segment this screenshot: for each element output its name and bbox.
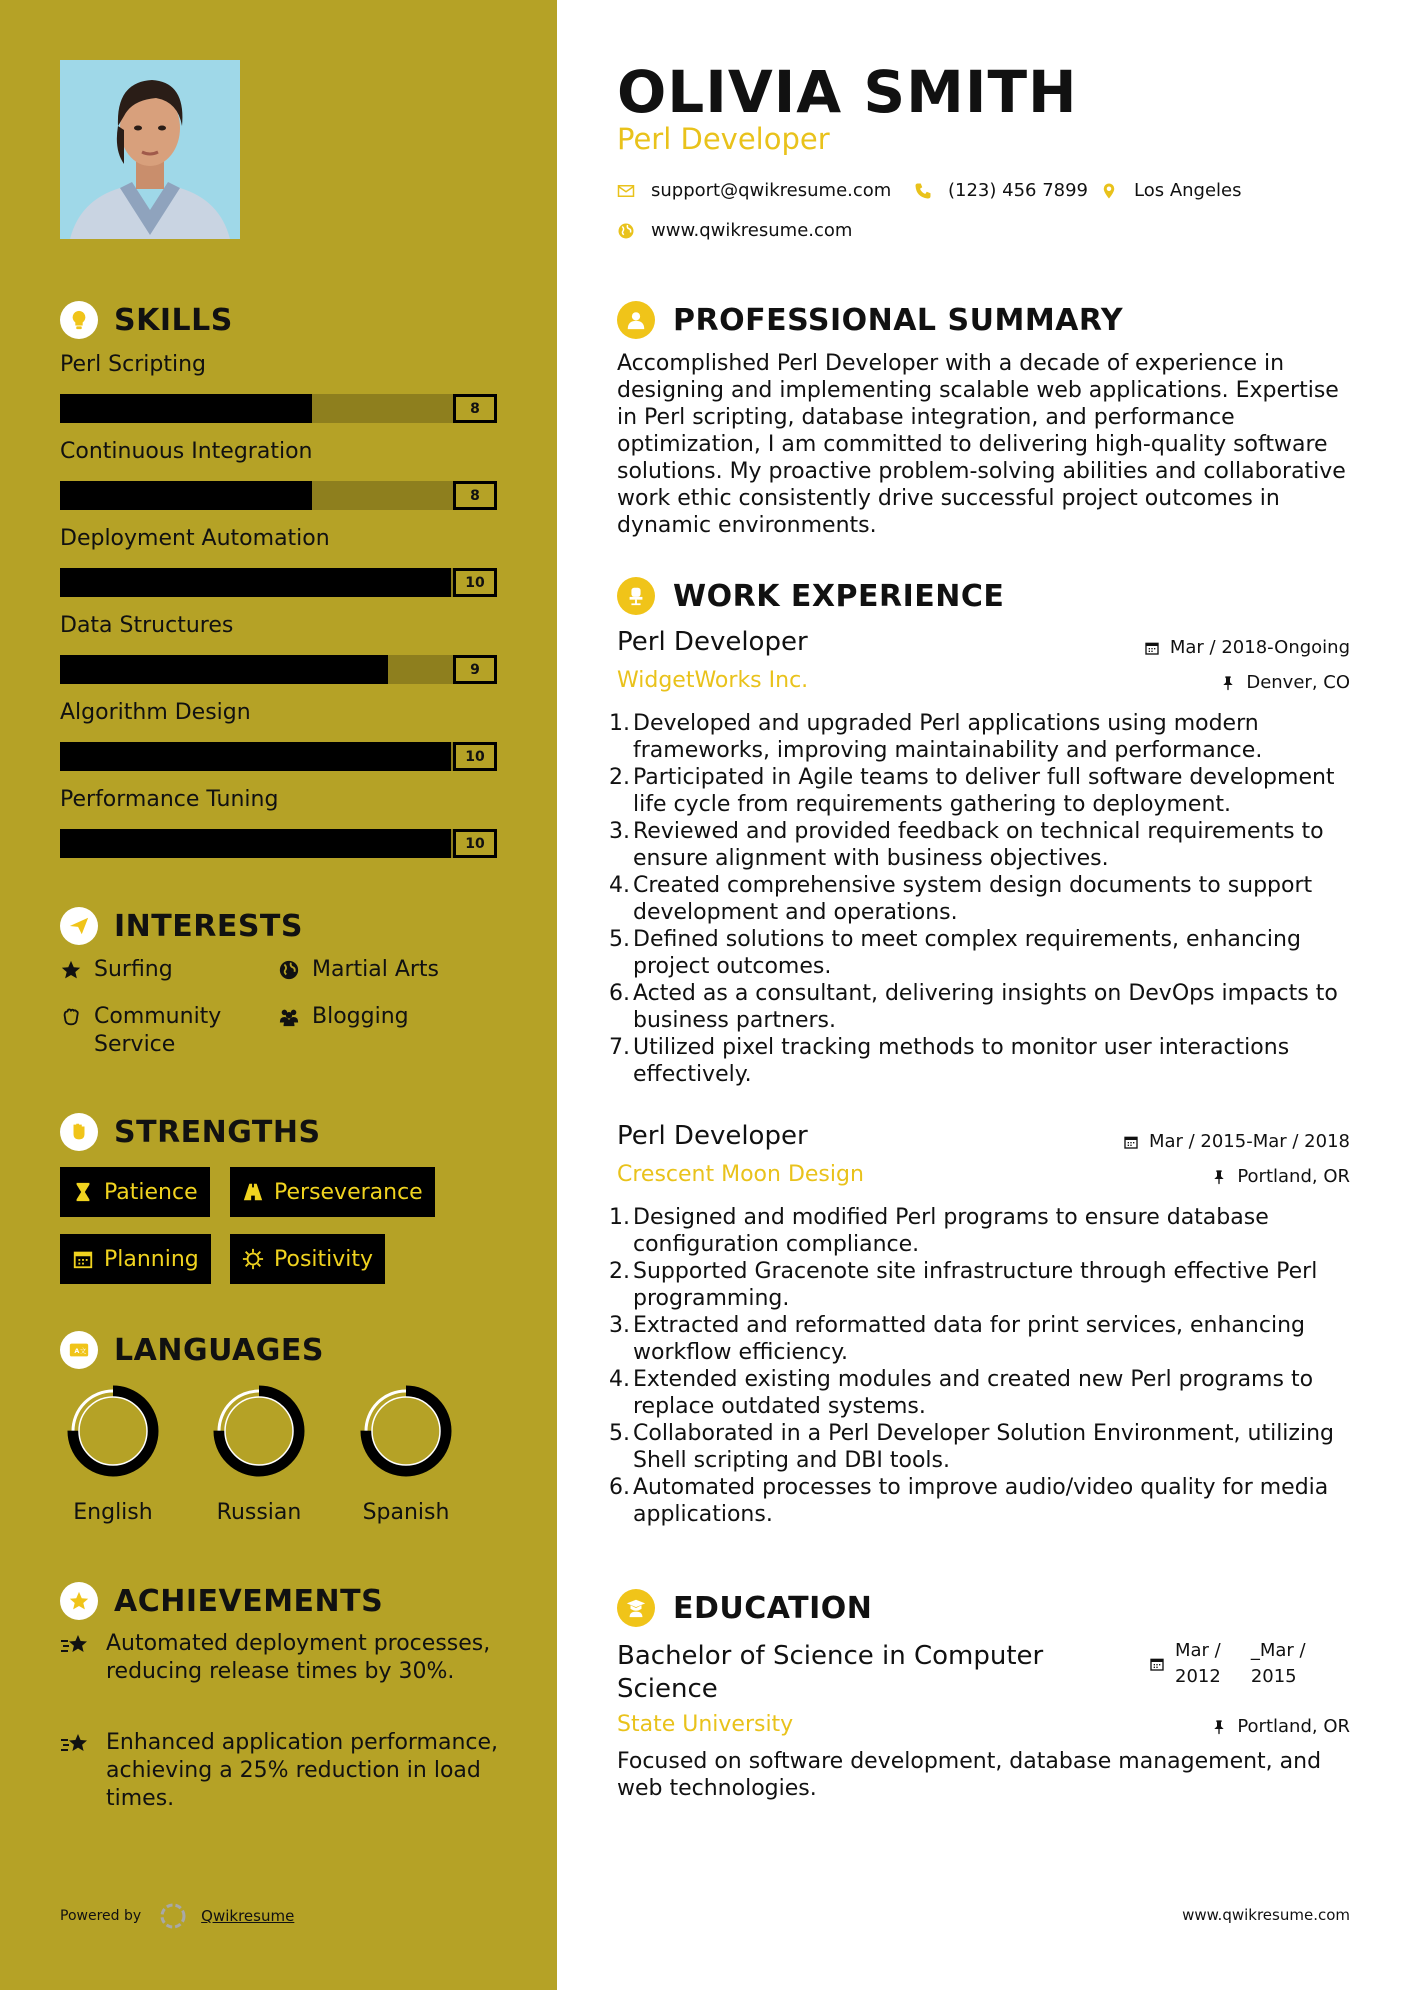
achievement-item (60, 1630, 500, 1686)
calendar-icon (1123, 1134, 1139, 1150)
job-2-location (1211, 1166, 1350, 1187)
summary-title: PROFESSIONAL SUMMARY (673, 302, 1124, 338)
map-pin-icon (1100, 182, 1118, 200)
skill-value: 8 (453, 481, 497, 510)
education-location (1211, 1716, 1350, 1737)
contact-location (1100, 180, 1242, 201)
globe-icon (278, 959, 300, 981)
email-text: support@qwikresume.com (651, 180, 892, 201)
skill-bar (60, 829, 497, 858)
experience-heading (617, 577, 1004, 615)
bullet-number: 3. (609, 819, 630, 844)
skill-bar-fill (60, 829, 451, 858)
skill-item (60, 613, 497, 684)
skill-bar (60, 742, 497, 771)
language-item (63, 1384, 163, 1525)
user-icon (617, 301, 655, 339)
graduate-icon (617, 1589, 655, 1627)
powered-by (60, 1902, 294, 1930)
bullet-item (609, 980, 1357, 1034)
skill-bar-fill (60, 481, 312, 510)
bullet-text: Developed and upgraded Perl applications using modern frameworks, improving maintainability and performance. (633, 711, 1263, 763)
job-1-dates (1144, 637, 1350, 658)
paper-plane-icon (60, 907, 98, 945)
language-card-icon (60, 1331, 98, 1369)
skill-value: 9 (453, 655, 497, 684)
degree-line-1: Bachelor of Science in Computer (617, 1641, 1044, 1671)
interest-label: Surfing (94, 957, 173, 982)
bullet-item (609, 872, 1357, 926)
qwikresume-logo-icon (159, 1902, 187, 1930)
footer-website[interactable]: www.qwikresume.com (1182, 1906, 1350, 1924)
school-name: State University (617, 1712, 794, 1737)
job-2-title: Perl Developer (617, 1121, 808, 1151)
briefcase-chair-icon (617, 577, 655, 615)
location-text: Los Angeles (1134, 180, 1242, 201)
skill-bar-fill (60, 655, 388, 684)
achievement-item (60, 1729, 500, 1813)
bullet-number: 4. (609, 873, 630, 898)
summary-heading (617, 301, 1123, 339)
skill-label: Performance Tuning (60, 787, 279, 812)
skill-item (60, 787, 497, 858)
skill-value: 10 (453, 568, 497, 597)
skill-item (60, 352, 497, 423)
strengths-title: STRENGTHS (114, 1114, 321, 1150)
summary-text: Accomplished Perl Developer with a decade of experience in designing and implementing scalable web applications. Expertise in Perl scripting, database integration, and performance optimization, I am committed to delivering high-quality software solutions. My proactive problem-solving abilities and collaborative work ethic consistently drive successful project outcomes in dynamic environments. (617, 351, 1346, 538)
skill-label: Continuous Integration (60, 439, 313, 464)
education-description: Focused on software development, database management, and web technologies. (617, 1749, 1322, 1801)
sidebar (0, 0, 557, 1990)
education-heading (617, 1589, 872, 1627)
lightbulb-icon (60, 301, 98, 339)
svg-text:A: A (74, 1346, 80, 1355)
strength-label: Positivity (274, 1246, 374, 1272)
shooting-star-icon (60, 1731, 90, 1757)
pushpin-icon (1211, 1719, 1227, 1735)
phone-icon (914, 182, 932, 200)
language-label: English (73, 1500, 153, 1525)
calendar-icon (1144, 640, 1160, 656)
language-ring (212, 1384, 306, 1478)
bullet-text: Extracted and reformatted data for print services, enhancing workflow efficiency. (633, 1313, 1305, 1365)
skill-label: Perl Scripting (60, 352, 206, 377)
bullet-text: Acted as a consultant, delivering insights on DevOps impacts to business partners. (633, 981, 1338, 1033)
bullet-item (609, 818, 1357, 872)
candidate-title: Perl Developer (617, 122, 830, 156)
skill-bar-fill (60, 568, 451, 597)
bullet-item (609, 1420, 1357, 1474)
bullet-text: Defined solutions to meet complex requirements, enhancing project outcomes. (633, 927, 1301, 979)
job-2-location-text: Portland, OR (1237, 1166, 1350, 1187)
language-ring (66, 1384, 160, 1478)
bullet-number: 2. (609, 1259, 630, 1284)
bullet-number: 1. (609, 711, 630, 736)
contact-phone[interactable] (914, 180, 1088, 201)
skill-value: 8 (453, 394, 497, 423)
job-2-bullets (609, 1204, 1357, 1528)
globe-icon (617, 222, 635, 240)
language-item (356, 1384, 456, 1525)
strength-planning (60, 1234, 211, 1284)
skill-bar-fill (60, 394, 312, 423)
skill-item (60, 526, 497, 597)
fist-icon (60, 1113, 98, 1151)
language-ring (359, 1384, 453, 1478)
bullet-item (609, 1474, 1357, 1528)
education-dates (1149, 1638, 1306, 1690)
bullet-number: 5. (609, 1421, 630, 1446)
sun-icon (242, 1248, 264, 1270)
strength-patience (60, 1167, 210, 1217)
achievements-heading (60, 1582, 383, 1620)
language-label: Spanish (362, 1500, 450, 1525)
bullet-item (609, 1034, 1357, 1088)
phone-text: (123) 456 7899 (948, 180, 1089, 201)
candidate-name: OLIVIA SMITH (617, 58, 1078, 126)
interest-community-service (60, 1003, 260, 1059)
bullet-text: Automated processes to improve audio/video quality for media applications. (633, 1475, 1329, 1527)
job-1-dates-text: Mar / 2018-Ongoing (1169, 637, 1350, 658)
bullet-item (609, 764, 1357, 818)
bullet-text: Extended existing modules and created new Perl programs to replace outdated systems. (633, 1367, 1314, 1419)
job-1-bullets (609, 710, 1357, 1088)
pushpin-icon (1220, 675, 1236, 691)
bullet-text: Created comprehensive system design documents to support development and operations. (633, 873, 1313, 925)
achievement-text: Automated deployment processes, reducing release times by 30%. (106, 1631, 491, 1684)
bullet-text: Participated in Agile teams to deliver full software development life cycle from requirements gathering to deployment. (633, 765, 1335, 817)
bullet-item (609, 710, 1357, 764)
bullet-item (609, 1204, 1357, 1258)
star-badge-icon (60, 1582, 98, 1620)
bullet-number: 2. (609, 765, 630, 790)
bullet-number: 4. (609, 1367, 630, 1392)
language-item (209, 1384, 309, 1525)
interest-surfing (60, 956, 173, 984)
interest-label: Martial Arts (312, 957, 440, 982)
skill-bar (60, 481, 497, 510)
bullet-text: Supported Gracenote site infrastructure through effective Perl programming. (633, 1259, 1318, 1311)
contact-website[interactable] (617, 220, 852, 241)
edu-end-year: 2015 (1250, 1666, 1297, 1687)
interest-blogging (278, 1003, 409, 1031)
bullet-number: 6. (609, 981, 630, 1006)
skill-label: Data Structures (60, 613, 234, 638)
strength-label: Planning (104, 1246, 199, 1272)
education-location-text: Portland, OR (1237, 1716, 1350, 1737)
calendar-icon (72, 1248, 94, 1270)
bullet-text: Designed and modified Perl programs to ensure database configuration compliance. (633, 1205, 1269, 1257)
skill-label: Deployment Automation (60, 526, 330, 551)
pushpin-icon (1211, 1169, 1227, 1185)
bullet-item (609, 926, 1357, 980)
job-2-company: Crescent Moon Design (617, 1162, 864, 1187)
hourglass-icon (72, 1181, 94, 1203)
skill-bar (60, 394, 497, 423)
strength-perseverance (230, 1167, 435, 1217)
bullet-number: 5. (609, 927, 630, 952)
contact-email[interactable] (617, 180, 891, 201)
bullet-number: 6. (609, 1475, 630, 1500)
experience-title: WORK EXPERIENCE (673, 578, 1005, 614)
skill-item (60, 700, 497, 771)
language-label: Russian (216, 1500, 302, 1525)
bullet-number: 7. (609, 1035, 630, 1060)
svg-text:文: 文 (79, 1346, 87, 1355)
skills-title: SKILLS (114, 302, 233, 338)
job-2-dates-text: Mar / 2015-Mar / 2018 (1148, 1131, 1350, 1152)
edu-start-year: 2012 (1175, 1666, 1221, 1687)
interests-heading (60, 907, 303, 945)
strength-label: Patience (104, 1179, 198, 1205)
bullet-number: 1. (609, 1205, 630, 1230)
profile-photo (60, 60, 240, 239)
qwikresume-link[interactable]: Qwikresume (201, 1907, 295, 1925)
website-text: www.qwikresume.com (651, 220, 853, 241)
powered-by-text: Powered by (60, 1908, 142, 1924)
job-1-company: WidgetWorks Inc. (617, 668, 809, 693)
achievement-text: Enhanced application performance, achieving a 25% reduction in load times. (106, 1730, 499, 1811)
achievements-title: ACHIEVEMENTS (114, 1583, 384, 1619)
skill-bar (60, 655, 497, 684)
calendar-icon (1149, 1656, 1165, 1672)
interest-martial-arts (278, 956, 439, 984)
strength-positivity (230, 1234, 385, 1284)
skill-value: 10 (453, 829, 497, 858)
bullet-text: Reviewed and provided feedback on technical requirements to ensure alignment with business objectives. (633, 819, 1324, 871)
edu-start-month: Mar / (1175, 1640, 1221, 1661)
envelope-icon (617, 182, 635, 200)
road-icon (242, 1181, 264, 1203)
strengths-heading (60, 1113, 321, 1151)
interests-title: INTERESTS (114, 908, 303, 944)
bullet-text: Utilized pixel tracking methods to monitor user interactions effectively. (633, 1035, 1290, 1087)
degree-line-2: Science (617, 1674, 718, 1704)
bullet-text: Collaborated in a Perl Developer Solution Environment, utilizing Shell scripting and DBI tools. (633, 1421, 1334, 1473)
skill-label: Algorithm Design (60, 700, 251, 725)
languages-title: LANGUAGES (114, 1332, 324, 1368)
bullet-item (609, 1366, 1357, 1420)
education-title: EDUCATION (673, 1590, 873, 1626)
interest-label: Community Service (94, 1004, 222, 1057)
degree-title (617, 1640, 1117, 1706)
skills-heading (60, 301, 233, 339)
job-2-dates (1123, 1131, 1350, 1152)
strength-label: Perseverance (274, 1179, 423, 1205)
edu-end-month: _Mar / (1250, 1640, 1306, 1661)
job-1-title: Perl Developer (617, 627, 808, 657)
job-1-location (1220, 672, 1350, 693)
job-1-location-text: Denver, CO (1246, 672, 1350, 693)
users-icon (278, 1006, 300, 1028)
star-icon (60, 959, 82, 981)
skill-value: 10 (453, 742, 497, 771)
bullet-item (609, 1258, 1357, 1312)
languages-heading (60, 1331, 324, 1369)
bullet-number: 3. (609, 1313, 630, 1338)
shooting-star-icon (60, 1632, 90, 1658)
skill-item (60, 439, 497, 510)
hand-icon (60, 1006, 82, 1028)
interest-label: Blogging (312, 1004, 409, 1029)
skill-bar-fill (60, 742, 451, 771)
bullet-item (609, 1312, 1357, 1366)
skill-bar (60, 568, 497, 597)
